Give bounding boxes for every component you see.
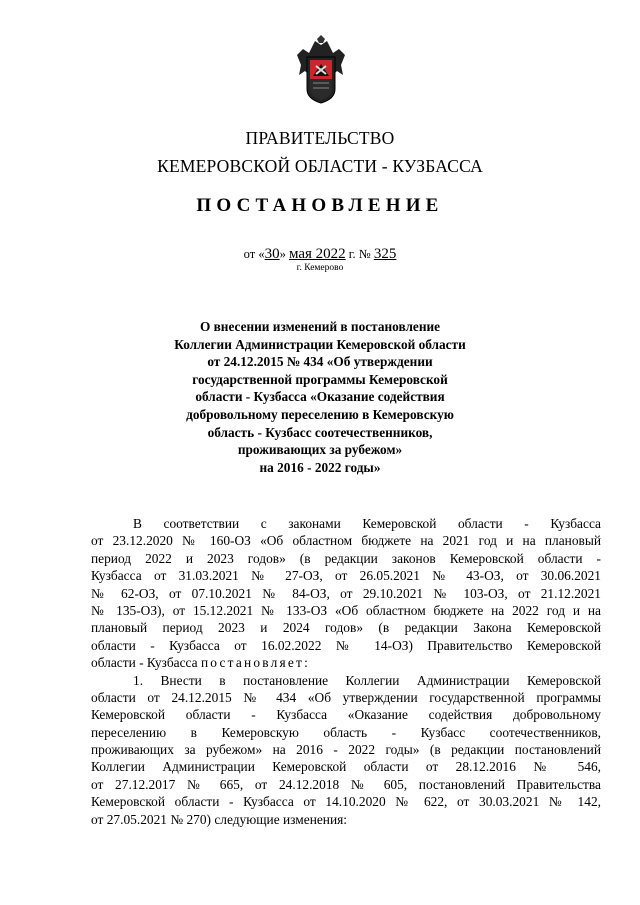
- body-line: № 135-ОЗ), от 15.12.2021 № 133-ОЗ «Об областном бюджете на 2022 год и на: [91, 602, 601, 618]
- title-line: Коллегии Администрации Кемеровской области: [174, 336, 466, 352]
- body-line: проживающих за рубежом» на 2016 - 2022 годы» (в редакции постановлений: [91, 742, 601, 758]
- body-line: плановый период 2023 и 2024 годов» (в редакции Закона Кемеровской: [91, 620, 601, 636]
- government-name-line1: ПРАВИТЕЛЬСТВО: [245, 128, 395, 148]
- document-type: ПОСТАНОВЛЕНИЕ: [196, 195, 444, 216]
- body-line: Коллегии Администрации Кемеровской области от 28.12.2016 № 546,: [91, 759, 601, 775]
- title-line: на 2016 - 2022 годы»: [259, 459, 381, 475]
- kemerovo-coat-of-arms-icon: [293, 35, 349, 105]
- body-line: период 2022 и 2023 годов» (в редакции законов Кемеровской области -: [91, 550, 601, 566]
- date-month-year: мая 2022: [288, 246, 346, 262]
- number-sign: №: [358, 247, 371, 261]
- body-line: от 23.12.2020 № 160-ОЗ «Об областном бюджете на 2021 год и на плановый: [91, 533, 601, 549]
- body-line: № 62-ОЗ, от 07.10.2021 № 84-ОЗ, от 29.10.2021 № 103-ОЗ, от 21.12.2021: [91, 585, 601, 601]
- body-line: Кемеровской области - Кузбасса от 14.10.2020 № 622, от 30.03.2021 № 142,: [91, 794, 601, 810]
- body-line: области - Кузбасса от 16.02.2022 № 14-ОЗ) Правительство Кемеровской: [91, 637, 601, 653]
- body-line: 1. Внести в постановление Коллегии Администрации Кемеровской: [133, 672, 601, 688]
- document-date-number: [0, 246, 640, 263]
- resolve-word: постановляет:: [200, 655, 310, 671]
- government-name-line2: КЕМЕРОВСКОЙ ОБЛАСТИ - КУЗБАССА: [157, 156, 483, 176]
- date-mid: »: [279, 247, 286, 261]
- title-line: проживающих за рубежом»: [237, 442, 403, 458]
- body-line: В соответствии с законами Кемеровской области - Кузбасса: [133, 516, 601, 531]
- title-line: от 24.12.2015 № 434 «Об утверждении: [207, 354, 433, 370]
- document-number: 325: [373, 246, 397, 262]
- body-line: области - Кузбасса: [91, 655, 198, 671]
- body-line: переселению в Кемеровскую область - Кузбасс соотечественников,: [91, 724, 601, 740]
- date-day: 30: [264, 246, 280, 262]
- body-line: Кузбасса от 31.03.2021 № 27-ОЗ, от 26.05.2021 № 43-ОЗ, от 30.06.2021: [91, 568, 601, 584]
- title-line: добровольному переселению в Кемеровскую: [186, 406, 454, 422]
- title-line: государственной программы Кемеровской: [192, 371, 448, 387]
- body-line: от 27.05.2021 № 270) следующие изменения:: [91, 811, 348, 827]
- city: г. Кемерово: [296, 263, 344, 273]
- date-suffix: г.: [348, 247, 356, 261]
- date-prefix: от «: [243, 247, 265, 261]
- body-line-resolve: [91, 654, 601, 671]
- title-line: области - Кузбасса «Оказание содействия: [195, 389, 445, 405]
- body-line: области от 24.12.2015 № 434 «Об утверждении государственной программы: [91, 689, 601, 705]
- document-body: [91, 515, 601, 828]
- body-line: Кемеровской области - Кузбасса «Оказание содействия добровольному: [91, 707, 601, 723]
- title-line: область - Кузбасс соотечественников,: [207, 424, 433, 440]
- body-line: от 27.12.2017 № 665, от 24.12.2018 № 605, постановлений Правительства: [91, 776, 601, 792]
- title-line: О внесении изменений в постановление: [199, 319, 441, 334]
- document-title: [140, 318, 500, 476]
